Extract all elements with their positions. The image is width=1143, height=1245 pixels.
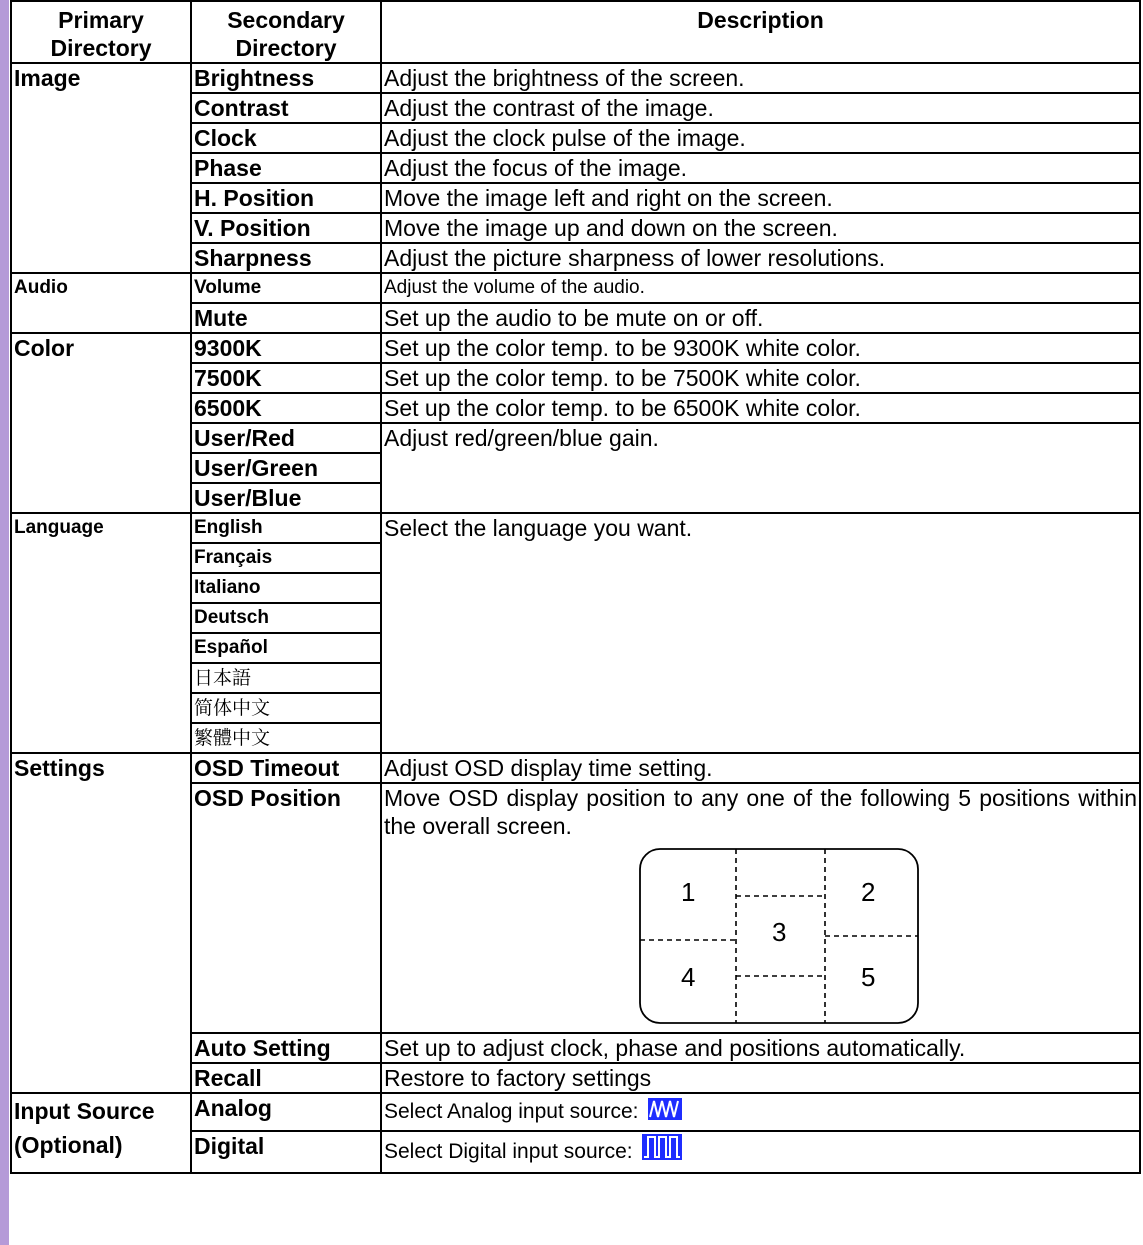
osd-menu-table xyxy=(10,0,1141,1174)
desc-brightness: Adjust the brightness of the screen. xyxy=(381,63,1140,93)
primary-input-source-line2: (Optional) xyxy=(14,1132,123,1158)
secondary-contrast: Contrast xyxy=(191,93,381,123)
desc-language: Select the language you want. xyxy=(381,513,1140,753)
secondary-v-position: V. Position xyxy=(191,213,381,243)
secondary-brightness: Brightness xyxy=(191,63,381,93)
primary-language: Language xyxy=(11,513,191,753)
desc-osd-timeout: Adjust OSD display time setting. xyxy=(381,753,1140,783)
header-description: Description xyxy=(381,1,1140,63)
position-3-label: 3 xyxy=(772,917,787,947)
secondary-osd-position: OSD Position xyxy=(191,783,381,1033)
desc-v-position: Move the image up and down on the screen. xyxy=(381,213,1140,243)
secondary-clock: Clock xyxy=(191,123,381,153)
desc-digital xyxy=(381,1131,1140,1173)
table-row xyxy=(11,63,1140,93)
language-option-traditional-chinese: 繁體中文 xyxy=(191,723,381,753)
secondary-h-position: H. Position xyxy=(191,183,381,213)
desc-volume: Adjust the volume of the audio. xyxy=(381,273,1140,303)
primary-image: Image xyxy=(11,63,191,273)
position-1-label: 1 xyxy=(681,877,696,907)
secondary-phase: Phase xyxy=(191,153,381,183)
desc-analog xyxy=(381,1093,1140,1131)
desc-9300k: Set up the color temp. to be 9300K white color. xyxy=(381,333,1140,363)
language-option-deutsch: Deutsch xyxy=(191,603,381,633)
primary-audio: Audio xyxy=(11,273,191,333)
secondary-7500k: 7500K xyxy=(191,363,381,393)
header-secondary: Secondary Directory xyxy=(191,1,381,63)
desc-contrast: Adjust the contrast of the image. xyxy=(381,93,1140,123)
secondary-9300k: 9300K xyxy=(191,333,381,363)
secondary-mute: Mute xyxy=(191,303,381,333)
secondary-analog: Analog xyxy=(191,1093,381,1131)
position-2-label: 2 xyxy=(861,877,876,907)
desc-mute: Set up the audio to be mute on or off. xyxy=(381,303,1140,333)
desc-auto-setting: Set up to adjust clock, phase and positions automatically. xyxy=(381,1033,1140,1063)
desc-osd-position xyxy=(381,783,1140,1033)
analog-wave-icon xyxy=(648,1098,682,1120)
osd-position-text: Move OSD display position to any one of the following 5 positions within the overall screen. xyxy=(384,785,1137,839)
secondary-6500k: 6500K xyxy=(191,393,381,423)
secondary-user-red: User/Red xyxy=(191,423,381,453)
desc-recall: Restore to factory settings xyxy=(381,1063,1140,1093)
header-row xyxy=(11,1,1140,63)
table-row xyxy=(11,753,1140,783)
table-row xyxy=(11,333,1140,363)
position-4-label: 4 xyxy=(681,962,696,992)
primary-settings: Settings xyxy=(11,753,191,1093)
desc-phase: Adjust the focus of the image. xyxy=(381,153,1140,183)
secondary-sharpness: Sharpness xyxy=(191,243,381,273)
desc-digital-text: Select Digital input source: xyxy=(384,1140,633,1163)
desc-analog-text: Select Analog input source: xyxy=(384,1100,639,1123)
digital-wave-icon xyxy=(642,1134,682,1160)
desc-user-gain: Adjust red/green/blue gain. xyxy=(381,423,1140,513)
primary-input-source-line1: Input Source xyxy=(14,1098,155,1124)
table-row xyxy=(11,273,1140,303)
primary-input-source xyxy=(11,1093,191,1173)
primary-color: Color xyxy=(11,333,191,513)
page-edge-stripe xyxy=(0,0,9,1245)
secondary-digital: Digital xyxy=(191,1131,381,1173)
desc-7500k: Set up the color temp. to be 7500K white color. xyxy=(381,363,1140,393)
language-option-simplified-chinese: 简体中文 xyxy=(191,693,381,723)
table-row xyxy=(11,513,1140,543)
secondary-osd-timeout: OSD Timeout xyxy=(191,753,381,783)
language-option-italiano: Italiano xyxy=(191,573,381,603)
secondary-volume: Volume xyxy=(191,273,381,303)
secondary-user-green: User/Green xyxy=(191,453,381,483)
desc-sharpness: Adjust the picture sharpness of lower resolutions. xyxy=(381,243,1140,273)
table-row xyxy=(11,1093,1140,1131)
secondary-recall: Recall xyxy=(191,1063,381,1093)
language-option-english: English xyxy=(191,513,381,543)
secondary-user-blue: User/Blue xyxy=(191,483,381,513)
desc-clock: Adjust the clock pulse of the image. xyxy=(381,123,1140,153)
language-option-espanol: Español xyxy=(191,633,381,663)
osd-position-diagram xyxy=(639,848,919,1024)
position-5-label: 5 xyxy=(861,962,876,992)
header-primary: Primary Directory xyxy=(11,1,191,63)
language-option-francais: Français xyxy=(191,543,381,573)
secondary-auto-setting: Auto Setting xyxy=(191,1033,381,1063)
language-option-japanese: 日本語 xyxy=(191,663,381,693)
desc-h-position: Move the image left and right on the screen. xyxy=(381,183,1140,213)
desc-6500k: Set up the color temp. to be 6500K white color. xyxy=(381,393,1140,423)
